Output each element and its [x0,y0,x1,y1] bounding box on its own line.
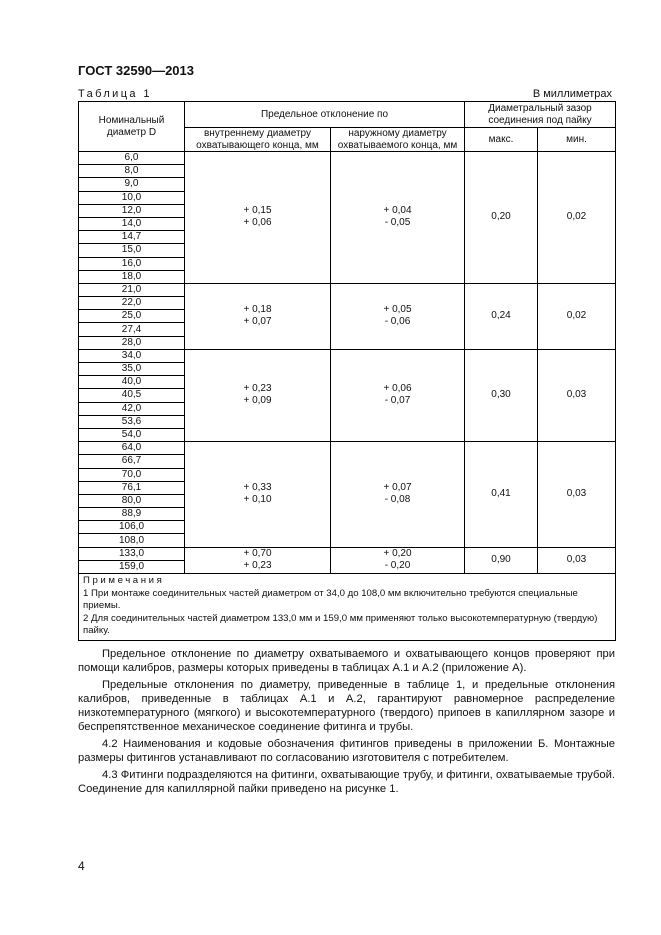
outer-upper: + 0,05 [383,304,412,316]
table-body [79,152,616,641]
inner-upper: + 0,33 [243,482,272,494]
note-item: 1 При монтаже соединительных частей диаметром от 34,0 до 108,0 мм включительно требуются специальные приемы. [83,587,578,612]
diameter-cell: 53,6 [79,415,185,428]
diameter-cell: 6,0 [79,152,185,165]
outer-deviation-cell [331,152,465,284]
diameter-cell: 15,0 [79,244,185,257]
note-item: 2 Для соединительных частей диаметром 133,0 мм и 159,0 мм применяют только высокотемпературную (твердую) пайку. [83,612,598,637]
gap-min-value: 0,03 [566,488,587,500]
diameter-cell: 80,0 [79,494,185,507]
table-row [79,349,616,362]
diameter-cell: 21,0 [79,283,185,296]
inner-upper: + 0,23 [243,383,272,395]
gap-max-value: 0,20 [491,211,511,223]
header-min: мин. [538,128,616,152]
outer-deviation-cell [331,547,465,573]
header-max: макс. [465,128,538,152]
table-row [79,152,616,165]
notes-title: Примечания [83,575,165,586]
diameter-cell: 18,0 [79,270,185,283]
inner-deviation-cell [185,442,331,548]
inner-upper: + 0,18 [243,304,272,316]
diameter-cell: 88,9 [79,508,185,521]
gap-min-value: 0,03 [566,389,587,401]
header-nominal-diameter: Номинальный диаметр D [79,102,185,152]
inner-lower: + 0,06 [243,217,272,229]
gap-max-value: 0,30 [491,389,511,401]
outer-deviation-cell [331,349,465,441]
gap-min-cell [538,152,616,284]
diameter-cell: 42,0 [79,402,185,415]
diameter-cell: 40,5 [79,389,185,402]
diameter-cell: 108,0 [79,534,185,547]
diameter-cell: 14,7 [79,231,185,244]
gap-max-value: 0,41 [491,488,511,500]
inner-lower: + 0,23 [243,560,272,572]
diameter-cell: 27,4 [79,323,185,336]
diameter-cell: 76,1 [79,481,185,494]
inner-upper: + 0,70 [243,548,272,560]
body-paragraph: Предельные отклонения по диаметру, приведенные в таблице 1, и предельные отклонения калибров, приведенные в таблицах А.1 и А.2, гарантируют равномерное распределение низкотемпературного (мягкого) и высокотемпературного (твердого) припоев в капиллярном зазоре и беспрепятственное механическое соединение фитинга и трубы. [78,679,615,733]
notes-cell [79,574,616,641]
outer-lower: - 0,06 [384,316,411,328]
diameter-cell: 64,0 [79,442,185,455]
body-paragraph: Предельное отклонение по диаметру охватываемого и охватывающего концов проверяют при помощи калибров, размеры которых приведены в таблицах А.1 и А.2 (приложение А). [78,648,615,674]
diameter-cell: 25,0 [79,310,185,323]
gap-min-cell [538,349,616,441]
outer-upper: + 0,06 [383,383,412,395]
body-paragraph: 4.2 Наименования и кодовые обозначения фитингов приведены в приложении Б. Монтажные размеры фитингов устанавливают по согласованию изготовителя с потребителем. [78,738,615,764]
inner-deviation-cell [185,283,331,349]
header-inner-diameter: внутреннему диаметру охватывающего конца, мм [185,128,331,152]
header-deviation: Предельное отклонение по [185,102,465,128]
document-header: ГОСТ 32590—2013 [78,63,194,78]
body-text [78,647,615,799]
inner-upper: + 0,15 [243,205,272,217]
gap-min-value: 0,02 [566,310,587,322]
diameter-cell: 9,0 [79,178,185,191]
table-label: Таблица 1 [78,88,152,100]
diameter-cell: 16,0 [79,257,185,270]
diameter-cell: 70,0 [79,468,185,481]
gap-min-value: 0,03 [566,554,587,566]
diameter-cell: 133,0 [79,547,185,560]
outer-lower: - 0,07 [384,395,411,407]
outer-deviation-cell [331,442,465,548]
inner-lower: + 0,10 [243,494,272,506]
table-row [79,547,616,560]
gap-min-cell [538,442,616,548]
header-gap: Диаметральный зазор соединения под пайку [465,102,616,128]
diameter-cell: 159,0 [79,560,185,573]
gap-max-cell [465,442,538,548]
inner-lower: + 0,07 [243,316,272,328]
diameter-cell: 10,0 [79,191,185,204]
page-number: 4 [78,859,85,873]
inner-lower: + 0,09 [243,395,272,407]
deviation-table [78,101,616,641]
table-row [79,283,616,296]
gap-max-cell [465,349,538,441]
body-paragraph: 4.3 Фитинги подразделяются на фитинги, охватывающие трубу, и фитинги, охватываемые трубой. Соединение для капиллярной пайки приведено на рисунке 1. [78,769,615,795]
outer-upper: + 0,07 [383,482,412,494]
diameter-cell: 8,0 [79,165,185,178]
gap-max-cell [465,283,538,349]
gap-max-value: 0,24 [491,310,511,322]
gap-max-cell [465,547,538,573]
outer-lower: - 0,08 [384,494,411,506]
inner-deviation-cell [185,547,331,573]
notes-row [79,574,616,641]
diameter-cell: 35,0 [79,363,185,376]
inner-deviation-cell [185,349,331,441]
outer-upper: + 0,04 [383,205,412,217]
outer-lower: - 0,05 [384,217,411,229]
diameter-cell: 12,0 [79,204,185,217]
diameter-cell: 40,0 [79,376,185,389]
diameter-cell: 28,0 [79,336,185,349]
gap-min-value: 0,02 [566,211,587,223]
outer-deviation-cell [331,283,465,349]
table-row [79,442,616,455]
header-outer-diameter: наружному диаметру охватываемого конца, мм [331,128,465,152]
diameter-cell: 22,0 [79,297,185,310]
diameter-cell: 66,7 [79,455,185,468]
diameter-cell: 34,0 [79,349,185,362]
units-label: В миллиметрах [532,88,612,100]
gap-min-cell [538,547,616,573]
gap-max-value: 0,90 [491,554,511,566]
inner-deviation-cell [185,152,331,284]
gap-max-cell [465,152,538,284]
diameter-cell: 54,0 [79,428,185,441]
table-caption-row [78,88,618,102]
outer-upper: + 0,20 [383,548,412,560]
gap-min-cell [538,283,616,349]
outer-lower: - 0,20 [384,560,411,572]
diameter-cell: 14,0 [79,217,185,230]
diameter-cell: 106,0 [79,521,185,534]
